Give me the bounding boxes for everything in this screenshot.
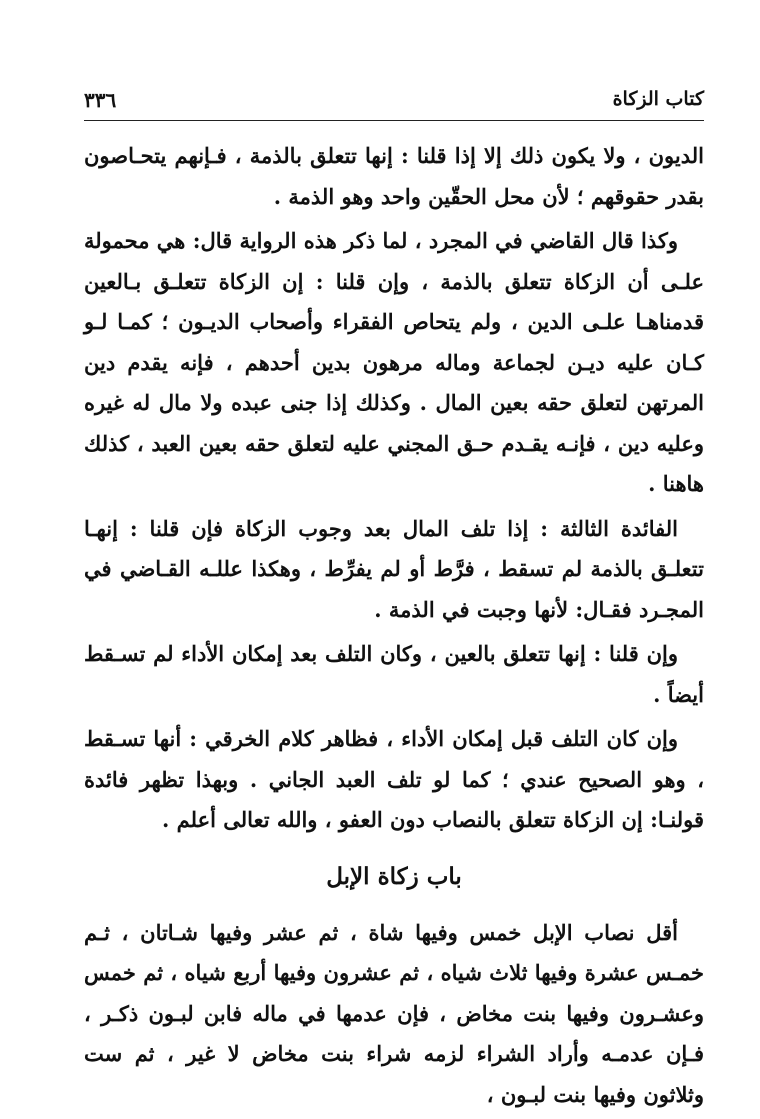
- paragraph: الفائدة الثالثة : إذا تلف المال بعد وجوب الزكاة فإن قلنا : إنهـا تتعلـق بالذمة لم تسقط ، فرَّط أو لم يفرِّط ، وهكذا عللـه القـاضي في المجـرد فقـال: لأنها وجبت في الذمة .: [84, 515, 704, 622]
- section-paragraph: أقل نصاب الإبل خمس وفيها شاة ، ثم عشر وفيها شـاتان ، ثـم خمـس عشرة وفيها ثلاث شياه ، ثم عشرون وفيها أربع شياه ، ثم خمس وعشـرون وفيها بنت مخاض ، فإن عدمها في ماله فابن لبـون ذكـر ، فـإن عدمـه وأراد الشراء لزمه شراء بنت مخاض لا غير ، ثم ست وثلاثون وفيها بنت لبـون ،: [84, 919, 704, 1107]
- page-number: ٣٣٦: [84, 88, 117, 112]
- paragraph: وكذا قال القاضي في المجرد ، لما ذكر هذه الرواية قال: هي محمولة علـى أن الزكاة تتعلق بالذمة ، وإن قلنا : إن الزكاة تتعلـق بـالعين قدمناهـا علـى الدين ، ولم يتحاص الفقراء وأصحاب الديـون ؛ كمـا لـو كـان عليه ديـن لجماعة وماله مرهون بدين أحدهم ، فإنه يقدم دين المرتهن لتعلق حقه بعين المال . وكذلك إذا جنى عبده ولا مال له غيره وعليه دين ، فإنـه يقـدم حـق المجني عليه لتعلق حقه بعين العبد ، كذلك هاهنا .: [84, 228, 704, 496]
- paragraph: وإن كان التلف قبل إمكان الأداء ، فظاهر كلام الخرقي : أنها تسـقط ، وهو الصحيح عندي ؛ كما لو تلف العبد الجاني . وبهذا تظهر فائدة قولنـا: إن الزكاة تتعلق بالنصاب دون العفو ، والله تعالى أعلم .: [84, 726, 704, 832]
- paragraph: وإن قلنا : إنها تتعلق بالعين ، وكان التلف بعد إمكان الأداء لم تسـقط أيضاً .: [84, 641, 704, 707]
- paragraph: الديون ، ولا يكون ذلك إلا إذا قلنا : إنها تتعلق بالذمة ، فـإنهم يتحـاصون بقدر حقوقهم ؛ لأن محل الحقّين واحد وهو الذمة .: [84, 143, 704, 209]
- section-heading: باب زكاة الإبل: [326, 862, 462, 890]
- running-title: كتاب الزكاة: [612, 88, 704, 110]
- page-header: [84, 86, 704, 121]
- page-body: [84, 136, 704, 1119]
